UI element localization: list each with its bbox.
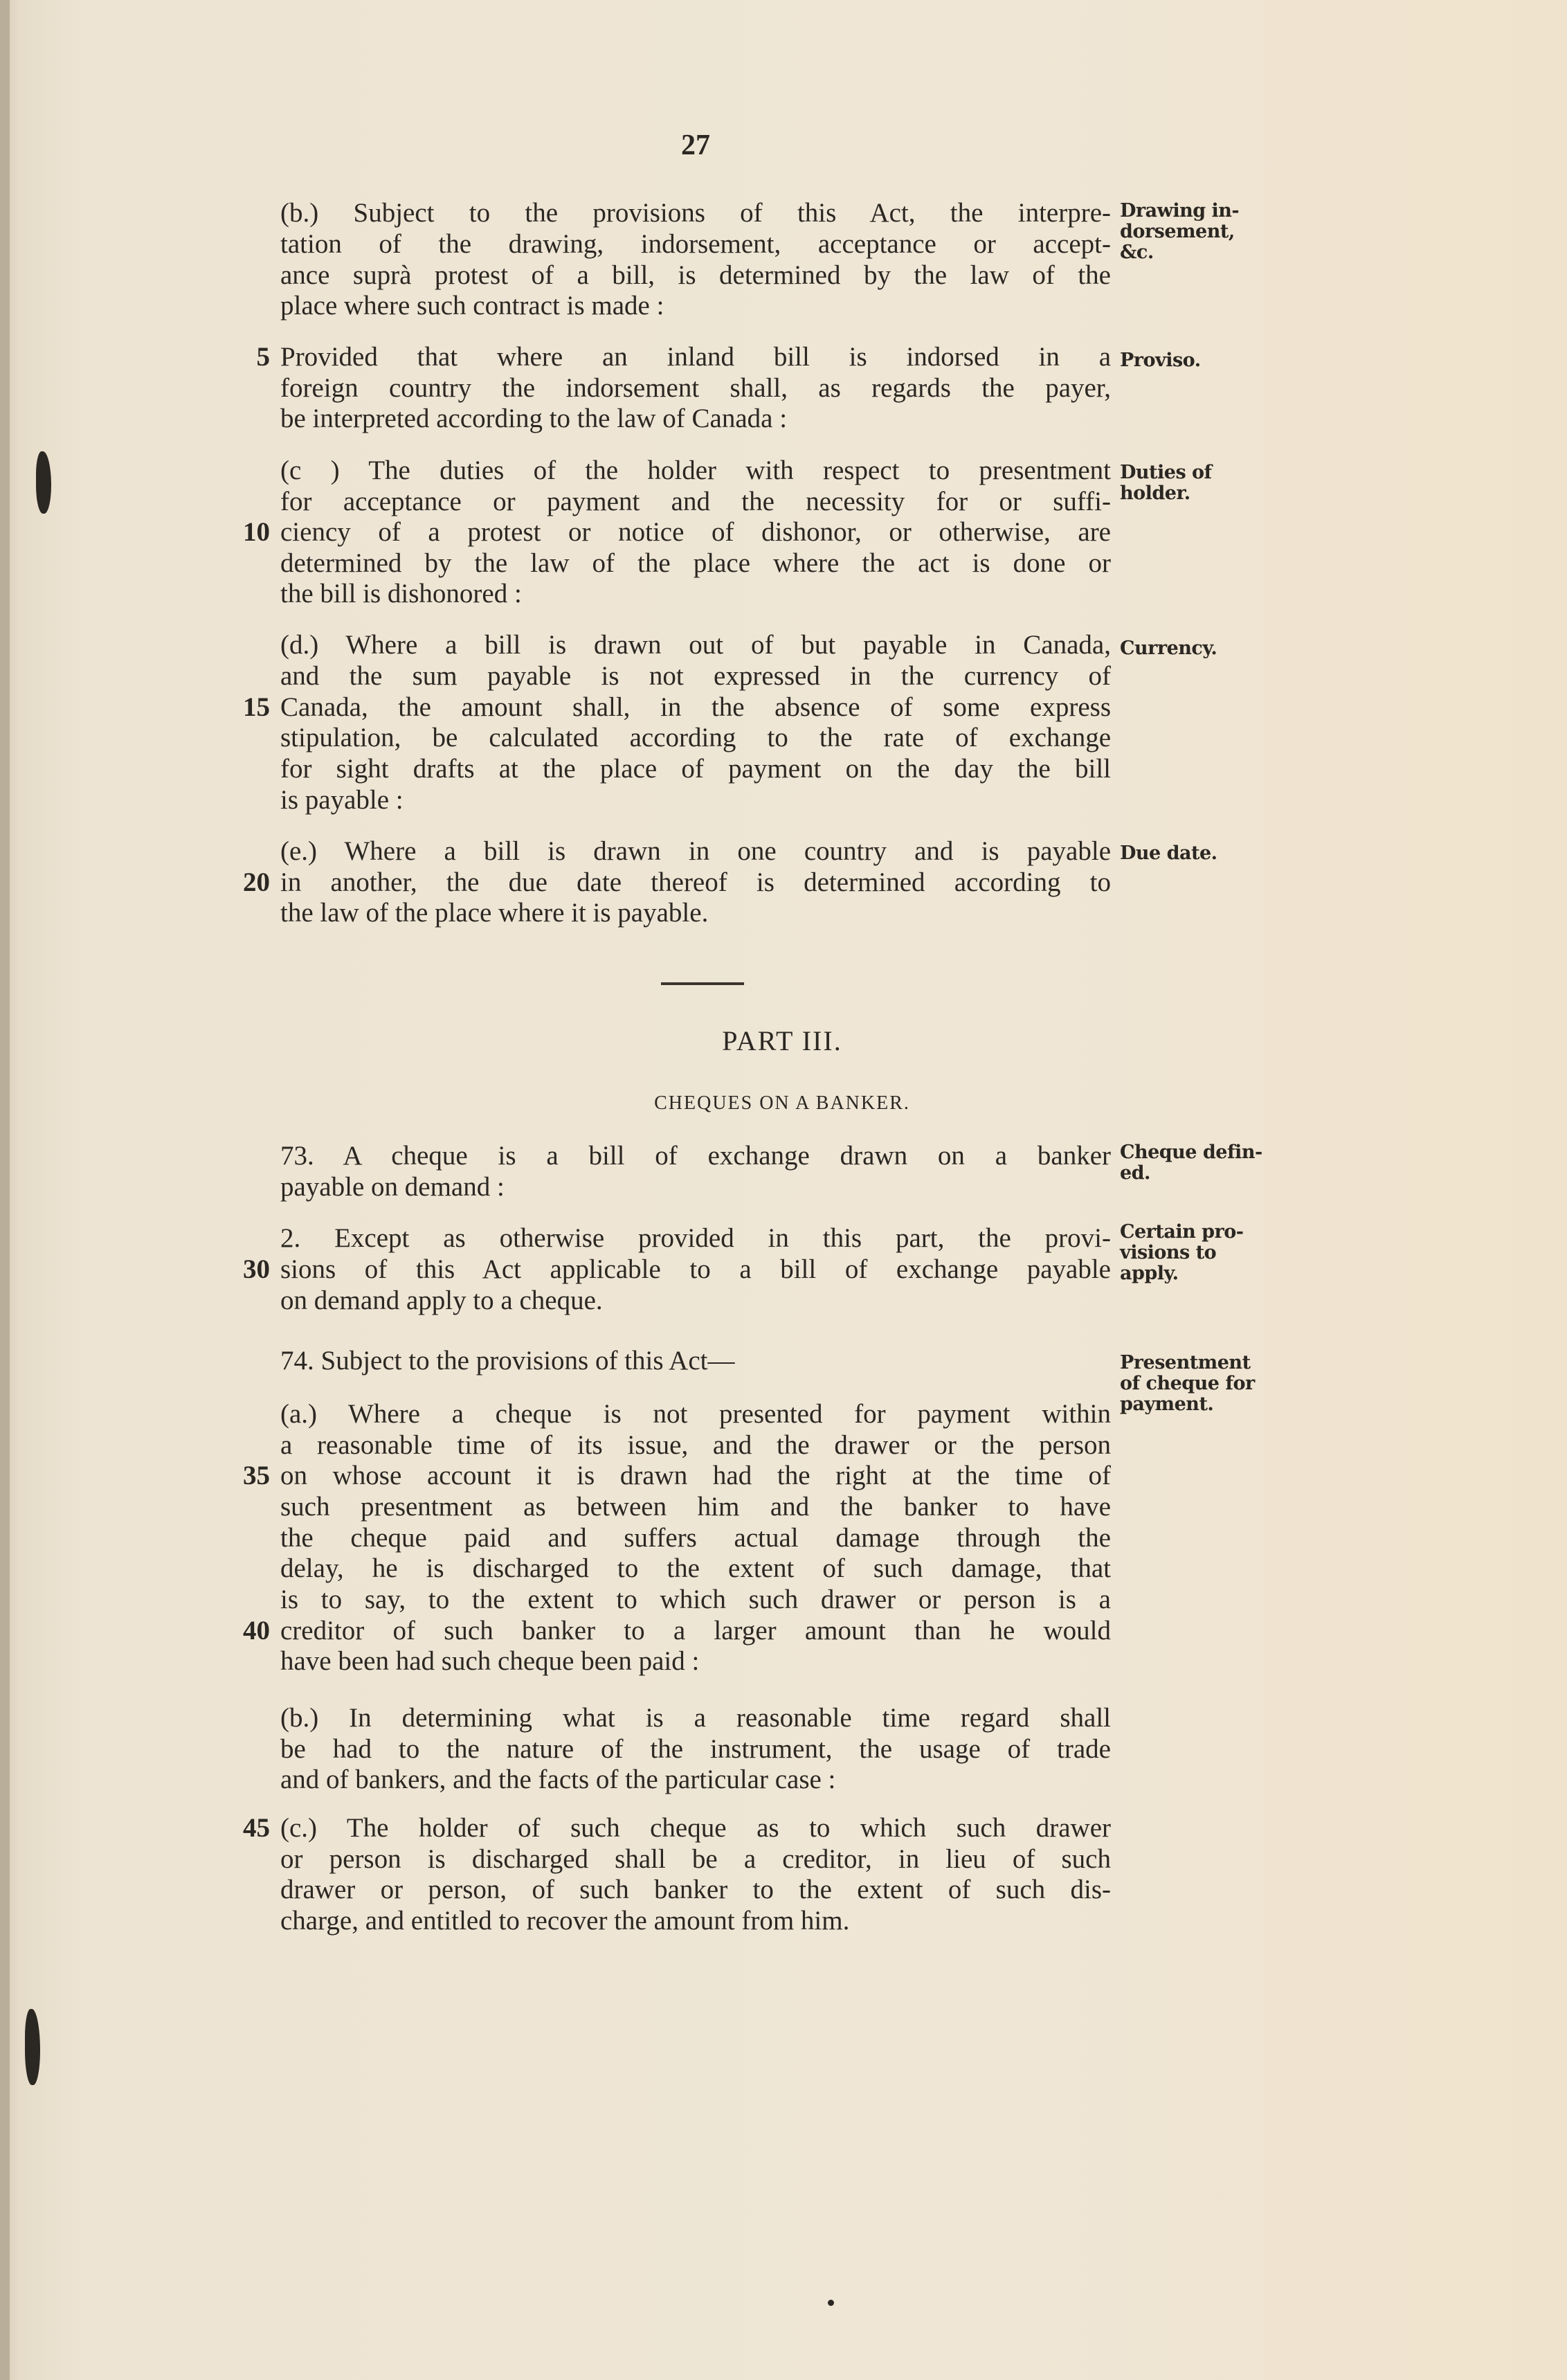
text-line: 74. Subject to the provisions of this Act— bbox=[280, 1346, 735, 1376]
binding-mark bbox=[36, 451, 51, 514]
text-line: such presentment as between him and the banker to have bbox=[280, 1492, 1111, 1522]
text-line: have been had such cheque been paid : bbox=[280, 1646, 700, 1676]
line-number: 10 bbox=[243, 517, 270, 547]
part-title: PART III. bbox=[722, 1025, 842, 1056]
text-line: is to say, to the extent to which such drawer or person is a bbox=[280, 1585, 1111, 1614]
margin-note: Duties of holder. bbox=[1120, 462, 1212, 504]
text-line: on whose account it is drawn had the right at the time of bbox=[280, 1461, 1111, 1490]
text-line: in another, the due date thereof is determined according to bbox=[280, 867, 1111, 897]
text-line: sions of this Act applicable to a bill of exchange payable bbox=[280, 1254, 1111, 1284]
line-number: 20 bbox=[243, 867, 270, 897]
text-line: for sight drafts at the place of payment on the day the bill bbox=[280, 754, 1111, 784]
text-line: the law of the place where it is payable. bbox=[280, 898, 709, 928]
text-line: for acceptance or payment and the necessity for or suffi- bbox=[280, 487, 1111, 516]
text-line: payable on demand : bbox=[280, 1172, 505, 1202]
line-number: 5 bbox=[256, 342, 270, 372]
binding-mark bbox=[25, 2009, 40, 2085]
text-line: 73. A cheque is a bill of exchange drawn on a banker bbox=[280, 1141, 1111, 1171]
text-line: (c ) The duties of the holder with respect to presentment bbox=[280, 456, 1111, 485]
text-line: foreign country the indorsement shall, as regards the payer, bbox=[280, 373, 1111, 403]
binding-edge bbox=[0, 0, 10, 2380]
text-line: ciency of a protest or notice of dishonor, or otherwise, are bbox=[280, 517, 1111, 547]
text-line: (b.) Subject to the provisions of this Act, the interpre- bbox=[280, 198, 1111, 228]
page-number: 27 bbox=[681, 129, 710, 161]
margin-note: Drawing in- dorsement, &c. bbox=[1120, 200, 1240, 263]
text-line: (c.) The holder of such cheque as to which such drawer bbox=[280, 1813, 1111, 1843]
text-line: determined by the law of the place where the act is done or bbox=[280, 548, 1111, 578]
line-number: 30 bbox=[243, 1254, 270, 1284]
text-line: stipulation, be calculated according to the rate of exchange bbox=[280, 723, 1111, 752]
text-line: and the sum payable is not expressed in the currency of bbox=[280, 661, 1111, 691]
text-line: tation of the drawing, indorsement, acceptance or accept- bbox=[280, 229, 1111, 259]
text-line: charge, and entitled to recover the amount from him. bbox=[280, 1906, 850, 1936]
text-line: place where such contract is made : bbox=[280, 291, 664, 321]
speck bbox=[828, 2300, 834, 2306]
margin-note: Currency. bbox=[1120, 638, 1217, 659]
margin-note: Presentment of cheque for payment. bbox=[1120, 1352, 1255, 1415]
line-number: 40 bbox=[243, 1616, 270, 1646]
text-line: 2. Except as otherwise provided in this part, the provi- bbox=[280, 1223, 1111, 1253]
text-line: Provided that where an inland bill is indorsed in a bbox=[280, 342, 1111, 372]
text-line: creditor of such banker to a larger amount than he would bbox=[280, 1616, 1111, 1646]
text-line: drawer or person, of such banker to the extent of such dis- bbox=[280, 1875, 1111, 1904]
margin-note: Cheque defin- ed. bbox=[1120, 1142, 1262, 1184]
text-line: ance suprà protest of a bill, is determined by the law of the bbox=[280, 260, 1111, 290]
text-line: or person is discharged shall be a creditor, in lieu of such bbox=[280, 1844, 1111, 1874]
margin-note: Due date. bbox=[1120, 842, 1217, 864]
text-line: is payable : bbox=[280, 785, 404, 815]
text-line: be had to the nature of the instrument, the usage of trade bbox=[280, 1734, 1111, 1764]
text-line: (a.) Where a cheque is not presented for payment within bbox=[280, 1399, 1111, 1429]
section-heading: CHEQUES ON A BANKER. bbox=[654, 1092, 910, 1114]
text-line: the bill is dishonored : bbox=[280, 579, 522, 608]
line-number: 35 bbox=[243, 1461, 270, 1490]
section-rule bbox=[661, 982, 744, 985]
line-number: 15 bbox=[243, 692, 270, 722]
line-number: 45 bbox=[243, 1813, 270, 1843]
text-line: on demand apply to a cheque. bbox=[280, 1286, 603, 1315]
text-line: delay, he is discharged to the extent of such damage, that bbox=[280, 1553, 1111, 1583]
text-line: (e.) Where a bill is drawn in one country and is payable bbox=[280, 836, 1111, 866]
text-line: (b.) In determining what is a reasonable time regard shall bbox=[280, 1703, 1111, 1733]
text-line: be interpreted according to the law of Canada : bbox=[280, 404, 788, 433]
margin-note: Proviso. bbox=[1120, 350, 1201, 371]
text-line: and of bankers, and the facts of the particular case : bbox=[280, 1765, 836, 1794]
text-line: Canada, the amount shall, in the absence of some express bbox=[280, 692, 1111, 722]
text-line: (d.) Where a bill is drawn out of but payable in Canada, bbox=[280, 630, 1111, 660]
margin-note: Certain pro- visions to apply. bbox=[1120, 1221, 1244, 1284]
text-line: the cheque paid and suffers actual damage through the bbox=[280, 1523, 1111, 1553]
text-line: a reasonable time of its issue, and the drawer or the person bbox=[280, 1430, 1111, 1460]
